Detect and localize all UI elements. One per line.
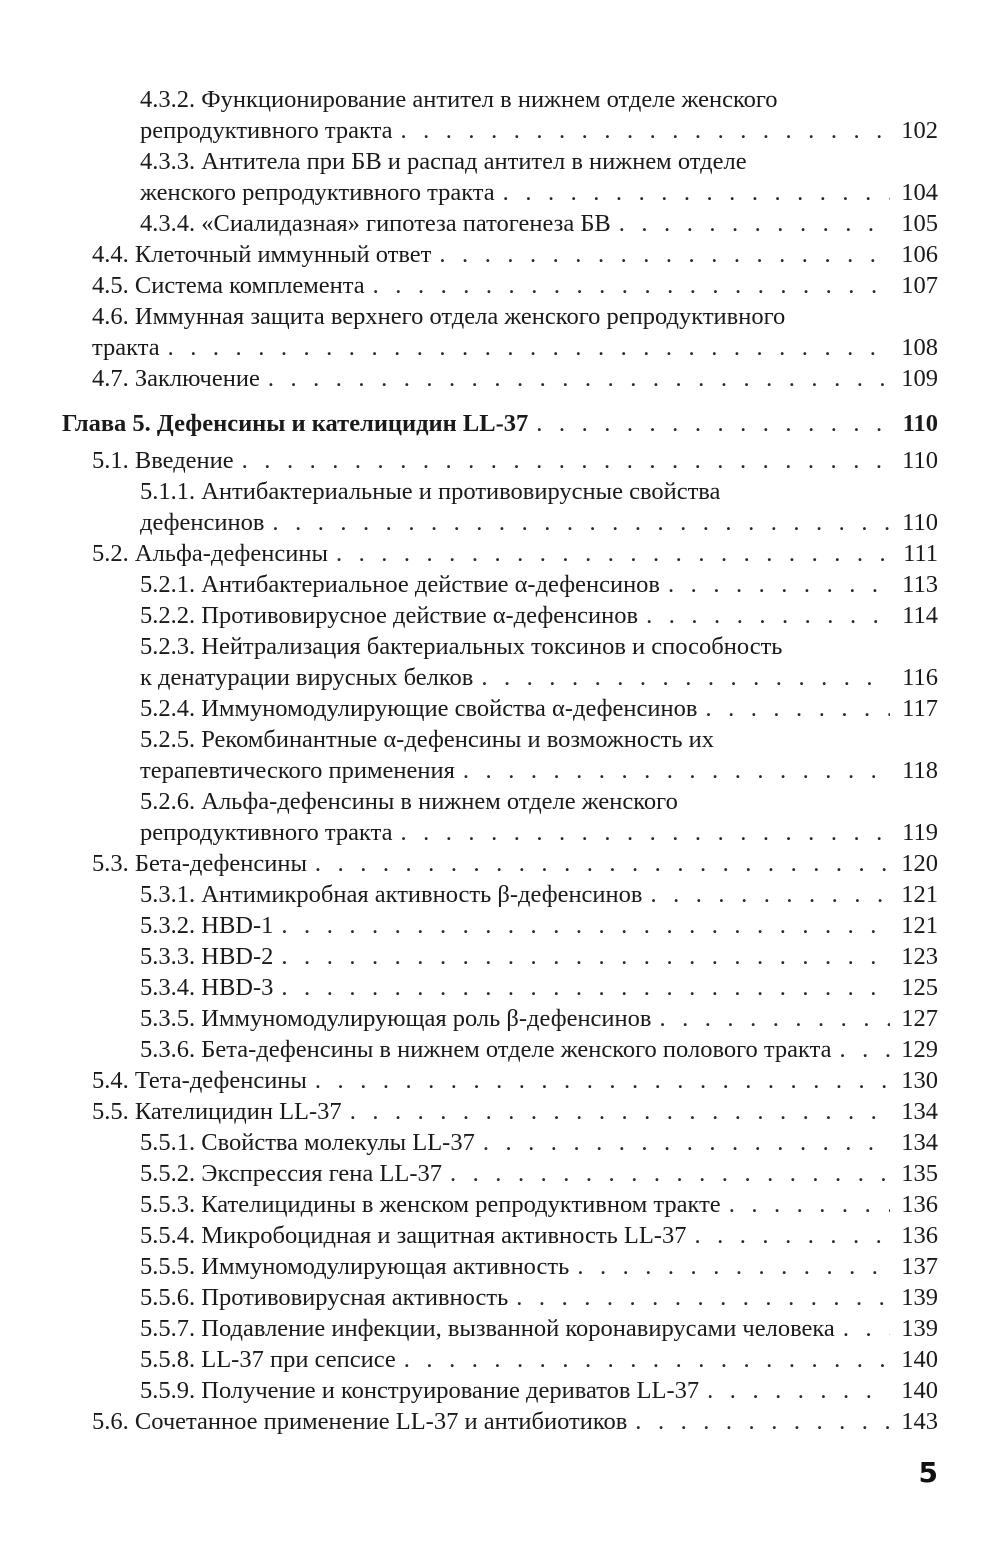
toc-entry-title-line: 5.2.5. Рекомбинантные α-дефенсины и возможность их — [140, 726, 715, 753]
toc-entry-page: 118 — [902, 757, 938, 784]
toc-entry — [62, 1127, 938, 1158]
toc-entry-title-line: 5.1.1. Антибактериальные и противовирусные свойства — [140, 478, 721, 505]
toc-entry — [62, 910, 938, 941]
toc-entry — [62, 941, 938, 972]
toc-entry — [62, 1344, 938, 1375]
toc-entry-page: 108 — [901, 334, 938, 361]
toc-entry — [62, 363, 938, 394]
toc-entry — [62, 538, 938, 569]
toc-entry — [62, 1096, 938, 1127]
toc-entry-title-line: 5.2.6. Альфа-дефенсины в нижнем отделе женского — [140, 788, 678, 815]
toc-entry-page: 121 — [901, 881, 938, 908]
toc-entry-title: дефенсинов — [140, 509, 265, 536]
toc-entry-page: 116 — [902, 664, 938, 691]
toc-entry-page: 121 — [901, 912, 938, 939]
toc-chapter — [62, 408, 938, 439]
toc-entry — [62, 270, 938, 301]
toc-entry-page: 113 — [902, 571, 938, 598]
toc-entry-title: репродуктивного тракта — [140, 819, 393, 846]
toc-entry-title: женского репродуктивного тракта — [140, 179, 495, 206]
toc-entry-page: 110 — [902, 410, 938, 437]
toc-entry-title: 5.1. Введение — [92, 447, 234, 474]
dot-leader — [315, 1065, 890, 1096]
toc-entry — [62, 1158, 938, 1189]
toc-entry-title: терапевтического применения — [140, 757, 455, 784]
toc-entry-page: 139 — [901, 1284, 938, 1311]
dot-leader — [646, 600, 890, 631]
toc-entry-title: 5.5.1. Свойства молекулы LL-37 — [140, 1129, 475, 1156]
toc-entry-page: 140 — [901, 1346, 938, 1373]
toc-entry-title: 5.2.2. Противовирусное действие α-дефенсинов — [140, 602, 639, 629]
toc-entry-page: 119 — [902, 819, 938, 846]
toc-entry-title: 5.2.1. Антибактериальное действие α-дефенсинов — [140, 571, 661, 598]
dot-leader — [707, 1375, 890, 1406]
toc-entry-page: 114 — [902, 602, 938, 629]
toc-entry-title-line: 4.3.3. Антитела при БВ и распад антител в нижнем отделе — [140, 148, 747, 175]
toc-entry-page: 127 — [901, 1005, 938, 1032]
dot-leader — [705, 693, 890, 724]
toc-entry-title: Глава 5. Дефенсины и кателицидин LL-37 — [62, 410, 529, 437]
dot-leader — [840, 1034, 890, 1065]
toc-entry-title: 5.3.2. HBD-1 — [140, 912, 274, 939]
toc-entry-title: 5.5.9. Получение и конструирование дериватов LL-37 — [140, 1377, 700, 1404]
toc-entry-title: 4.7. Заключение — [92, 365, 260, 392]
dot-leader — [272, 507, 890, 538]
toc-entry — [62, 239, 938, 270]
dot-leader — [650, 879, 890, 910]
toc-entry-title: 4.4. Клеточный иммунный ответ — [92, 241, 432, 268]
dot-leader — [463, 755, 890, 786]
dot-leader — [668, 569, 890, 600]
toc-entry — [62, 476, 938, 538]
dot-leader — [373, 270, 890, 301]
toc-entry-page: 125 — [901, 974, 938, 1001]
toc-entry — [62, 724, 938, 786]
toc-entry-title: 4.5. Система комплемента — [92, 272, 365, 299]
dot-leader — [400, 115, 890, 146]
dot-leader — [268, 363, 890, 394]
toc-entry-page: 139 — [901, 1315, 938, 1342]
toc-entry — [62, 1003, 938, 1034]
dot-leader — [281, 972, 890, 1003]
toc-entry-title: тракта — [92, 334, 160, 361]
toc-entry-title: к денатурации вирусных белков — [140, 664, 474, 691]
toc-entry-title: 5.3.3. HBD-2 — [140, 943, 274, 970]
toc-entry-page: 111 — [903, 540, 938, 567]
toc-entry-page: 130 — [901, 1067, 938, 1094]
toc-entry — [62, 1313, 938, 1344]
dot-leader — [503, 177, 890, 208]
toc-entry-page: 136 — [901, 1191, 938, 1218]
toc-entry-page: 117 — [902, 695, 938, 722]
dot-leader — [336, 538, 890, 569]
toc-entry — [62, 1220, 938, 1251]
toc-entry-title: 5.5.6. Противовирусная активность — [140, 1284, 509, 1311]
toc-entry — [62, 631, 938, 693]
dot-leader — [315, 848, 890, 879]
toc-entry-title: 5.3. Бета-дефенсины — [92, 850, 307, 877]
toc-entry-page: 102 — [901, 117, 938, 144]
toc-entry-page: 106 — [901, 241, 938, 268]
toc-entry-title: 5.5.5. Иммуномодулирующая активность — [140, 1253, 570, 1280]
toc-entry — [62, 84, 938, 146]
dot-leader — [577, 1251, 890, 1282]
dot-leader — [694, 1220, 890, 1251]
toc-entry-title: 5.3.1. Антимикробная активность β-дефенсинов — [140, 881, 643, 908]
dot-leader — [481, 662, 890, 693]
toc-entry — [62, 1034, 938, 1065]
toc-entry-page: 134 — [901, 1129, 938, 1156]
dot-leader — [281, 910, 890, 941]
dot-leader — [404, 1344, 890, 1375]
toc-entry — [62, 301, 938, 363]
toc-entry — [62, 848, 938, 879]
dot-leader — [450, 1158, 890, 1189]
dot-leader — [242, 445, 890, 476]
toc-entry-page: 123 — [901, 943, 938, 970]
toc-entry-page: 135 — [901, 1160, 938, 1187]
toc-entry-title: 4.3.4. «Сиалидазная» гипотеза патогенеза БВ — [140, 210, 611, 237]
toc-entry-title: 5.3.5. Иммуномодулирующая роль β-дефенсинов — [140, 1005, 652, 1032]
toc-entry-title: 5.5.2. Экспрессия гена LL-37 — [140, 1160, 442, 1187]
toc-entry-title: репродуктивного тракта — [140, 117, 393, 144]
toc-entry — [62, 146, 938, 208]
dot-leader — [350, 1096, 890, 1127]
dot-leader — [168, 332, 890, 363]
toc-entry-page: 104 — [901, 179, 938, 206]
toc-entry — [62, 1065, 938, 1096]
toc-entry-page: 137 — [901, 1253, 938, 1280]
toc-entry-title: 5.5. Кателицидин LL-37 — [92, 1098, 342, 1125]
toc-entry-title-line: 5.2.3. Нейтрализация бактериальных токсинов и способность — [140, 633, 783, 660]
toc-entry-title: 5.5.3. Кателицидины в женском репродуктивном тракте — [140, 1191, 721, 1218]
dot-leader — [281, 941, 890, 972]
dot-leader — [843, 1313, 890, 1344]
toc-entry — [62, 1282, 938, 1313]
toc-entry — [62, 1406, 938, 1437]
toc-entry-page: 140 — [901, 1377, 938, 1404]
toc-entry-page: 107 — [901, 272, 938, 299]
toc-entry — [62, 600, 938, 631]
toc-entry-title: 5.5.4. Микробоцидная и защитная активность LL-37 — [140, 1222, 687, 1249]
toc-entry — [62, 445, 938, 476]
toc-entry — [62, 569, 938, 600]
toc-entry — [62, 786, 938, 848]
dot-leader — [516, 1282, 890, 1313]
toc-entry — [62, 693, 938, 724]
table-of-contents — [62, 84, 938, 1437]
toc-entry-page: 110 — [902, 447, 938, 474]
toc-entry — [62, 1251, 938, 1282]
dot-leader — [536, 408, 890, 439]
toc-entry — [62, 208, 938, 239]
dot-leader — [619, 208, 890, 239]
toc-entry-page: 109 — [901, 365, 938, 392]
toc-entry — [62, 1189, 938, 1220]
page-number: 5 — [918, 1456, 938, 1489]
toc-entry-title: 5.2.4. Иммуномодулирующие свойства α-дефенсинов — [140, 695, 698, 722]
toc-entry-page: 143 — [901, 1408, 938, 1435]
toc-entry — [62, 879, 938, 910]
toc-entry-page: 129 — [901, 1036, 938, 1063]
toc-entry-title-line: 4.3.2. Функционирование антител в нижнем отделе женского — [140, 86, 778, 113]
toc-entry-page: 120 — [901, 850, 938, 877]
toc-entry — [62, 972, 938, 1003]
toc-entry-title: 5.5.7. Подавление инфекции, вызванной коронавирусами человека — [140, 1315, 835, 1342]
toc-entry-title-line: 4.6. Иммунная защита верхнего отдела женского репродуктивного — [92, 303, 786, 330]
toc-entry-page: 105 — [901, 210, 938, 237]
toc-entry-title: 5.5.8. LL-37 при сепсисе — [140, 1346, 396, 1373]
toc-entry-title: 5.2. Альфа-дефенсины — [92, 540, 328, 567]
dot-leader — [635, 1406, 890, 1437]
dot-leader — [659, 1003, 890, 1034]
toc-entry-page: 136 — [901, 1222, 938, 1249]
toc-entry-title: 5.3.6. Бета-дефенсины в нижнем отделе женского полового тракта — [140, 1036, 832, 1063]
toc-entry-page: 110 — [902, 509, 938, 536]
toc-entry-title: 5.3.4. HBD-3 — [140, 974, 274, 1001]
toc-entry-page: 134 — [901, 1098, 938, 1125]
toc-entry-title: 5.6. Сочетанное применение LL-37 и антибиотиков — [92, 1408, 628, 1435]
toc-entry — [62, 1375, 938, 1406]
dot-leader — [729, 1189, 890, 1220]
dot-leader — [439, 239, 890, 270]
toc-entry-title: 5.4. Тета-дефенсины — [92, 1067, 307, 1094]
dot-leader — [400, 817, 890, 848]
dot-leader — [483, 1127, 890, 1158]
